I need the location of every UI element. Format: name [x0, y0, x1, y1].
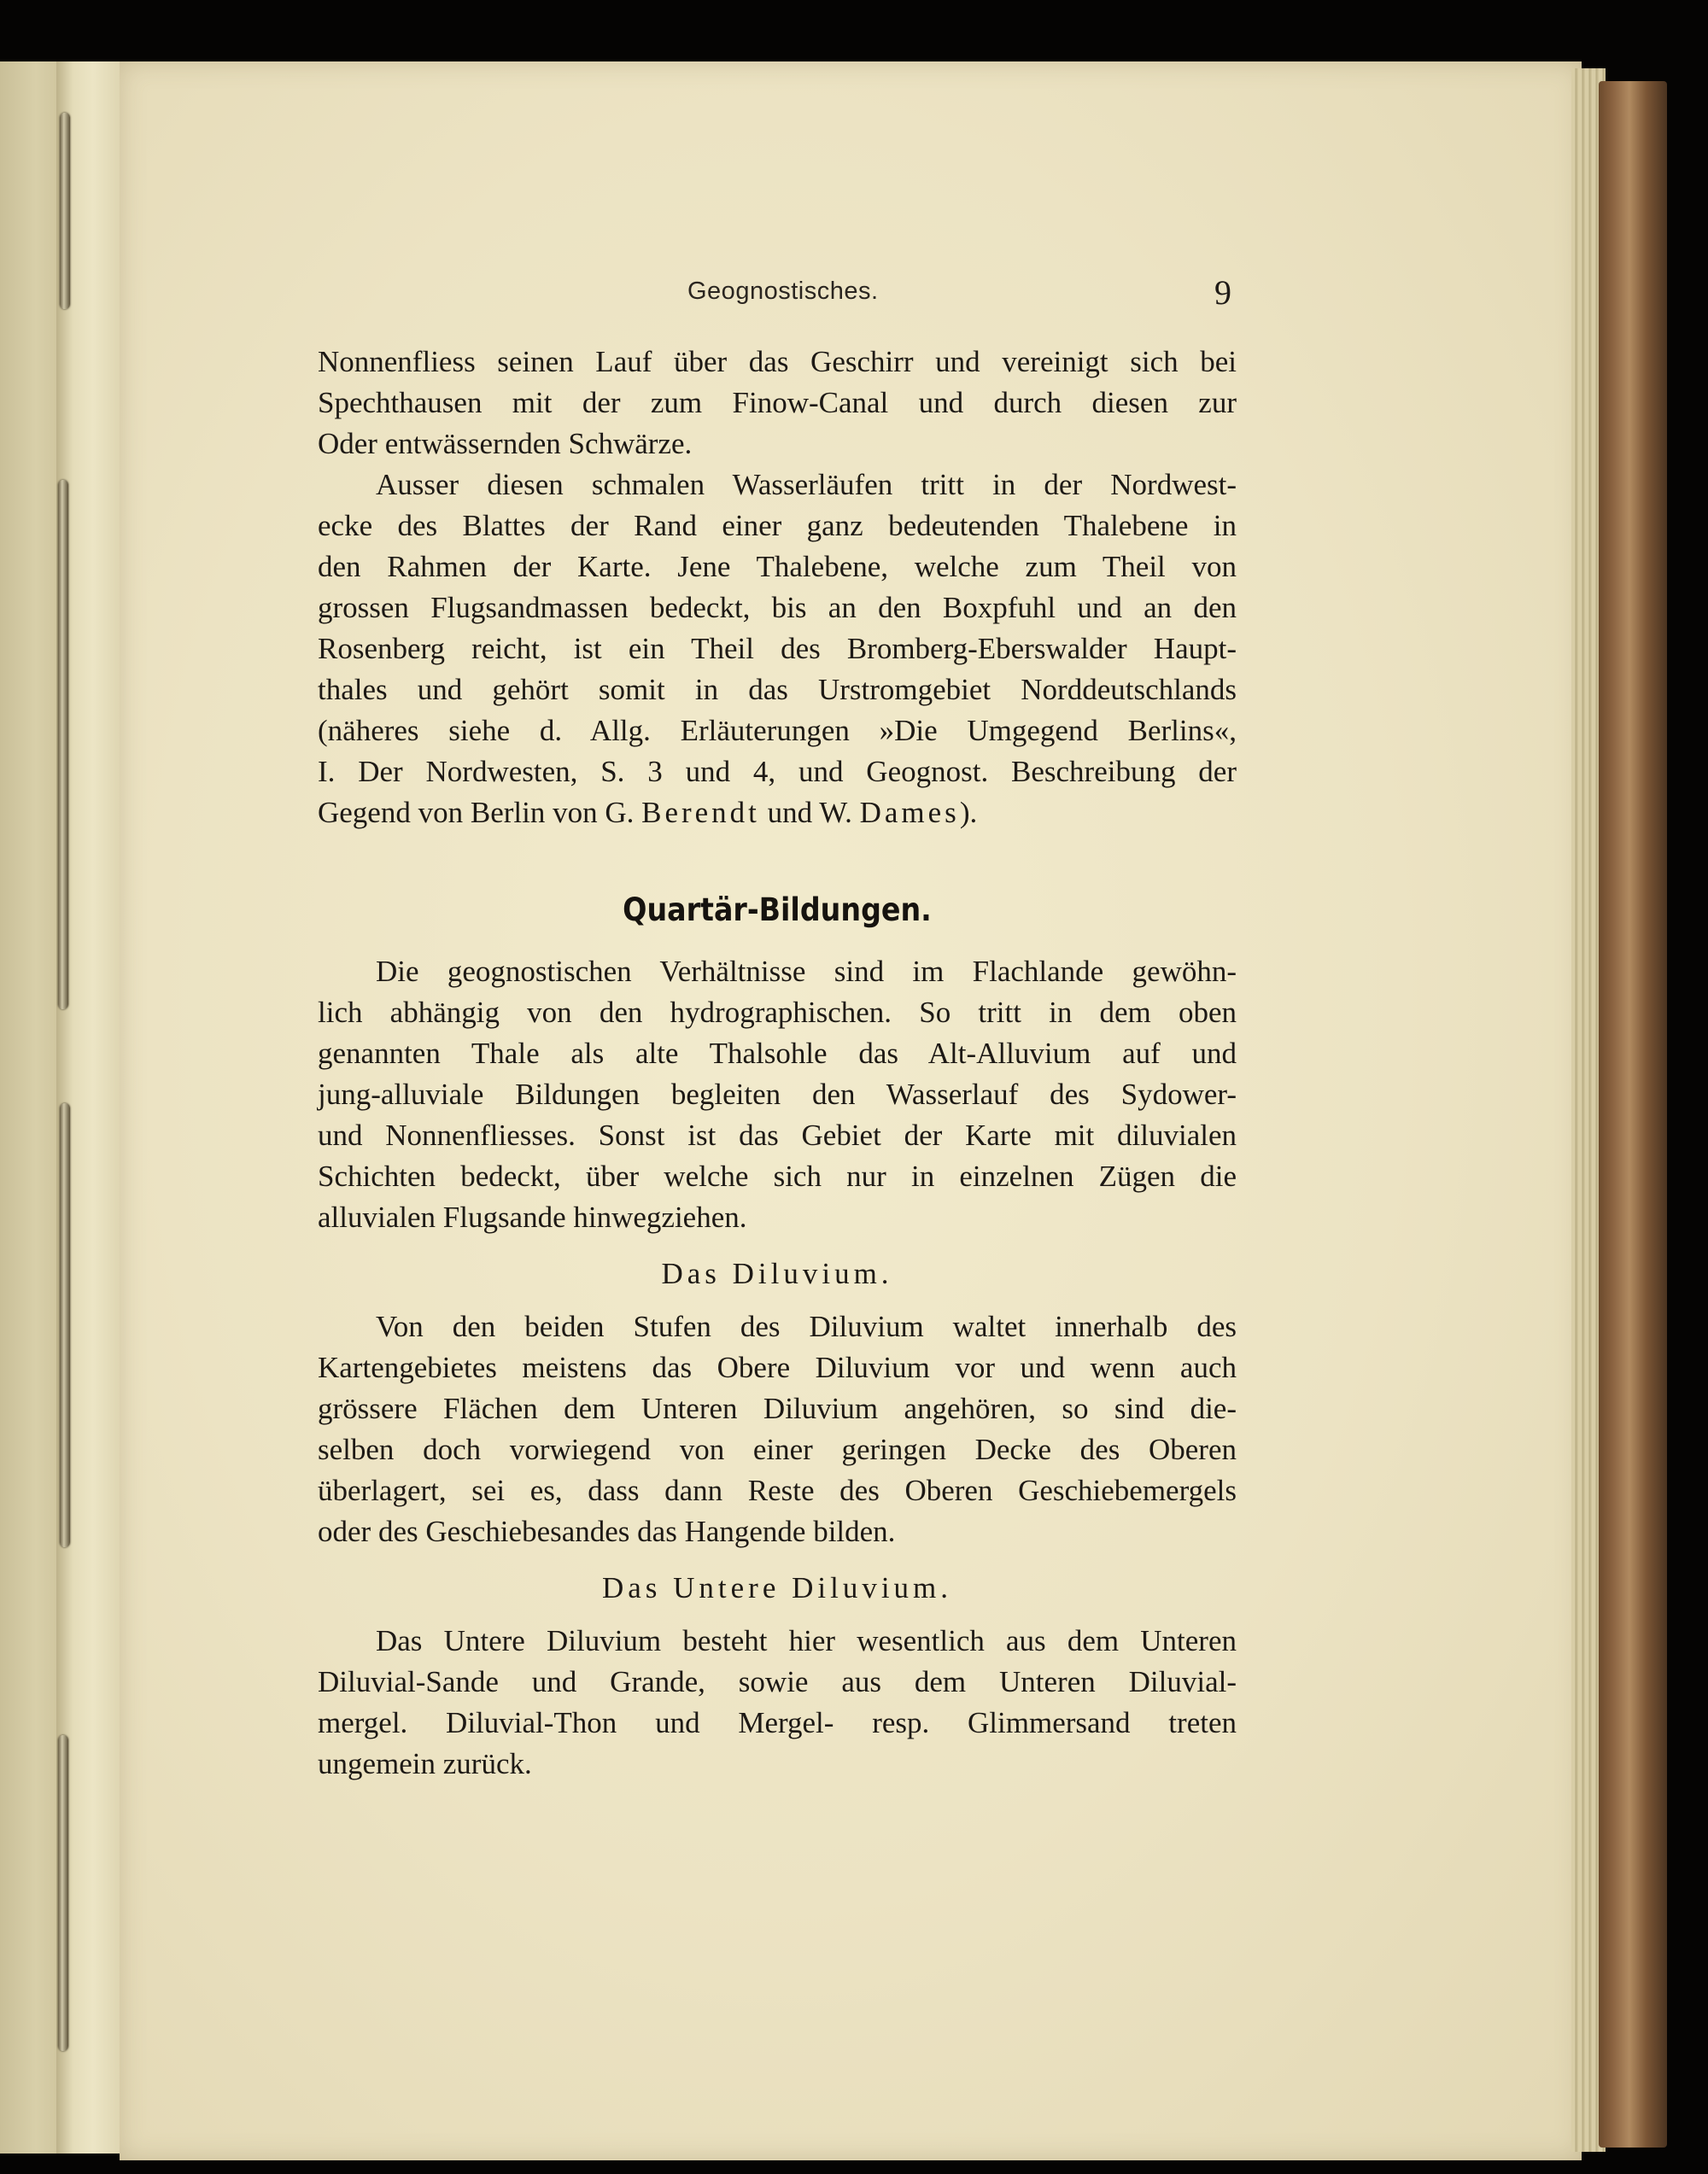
text-line: lich abhängig von den hydrographischen. So tritt in dem oben: [318, 996, 1237, 1029]
text-line: Von den beiden Stufen des Diluvium waltet innerhalb des: [376, 1310, 1237, 1343]
subheading-untere-diluvium: Das Untere Diluvium.: [601, 1571, 953, 1604]
binding-gutter: [56, 61, 125, 2154]
section-heading: Quartär-Bildungen.: [623, 891, 932, 928]
text-line: Oder entwässernden Schwärze.: [318, 427, 693, 460]
text-line: Ausser diesen schmalen Wasserläufen tritt in der Nordwest-: [376, 468, 1237, 501]
text-line: ungemein zurück.: [318, 1747, 532, 1780]
text-line: I. Der Nordwesten, S. 3 und 4, und Geognost. Beschreibung der: [318, 755, 1237, 788]
facing-page-edge: [0, 61, 60, 2154]
text-line: jung-alluviale Bildungen begleiten den Wasserlauf des Sydower-: [318, 1078, 1237, 1111]
text-line: (näheres siehe d. Allg. Erläuterungen »Die Umgegend Berlins«,: [318, 714, 1237, 747]
page-number: 9: [1214, 273, 1231, 312]
text-line: Das Untere Diluvium besteht hier wesentlich aus dem Unteren: [376, 1624, 1237, 1657]
text-fragment: Gegend von Berlin von G.: [318, 796, 642, 829]
text-line: Schichten bedeckt, über welche sich nur in einzelnen Zügen die: [318, 1160, 1237, 1193]
author-name: Berendt: [641, 796, 760, 829]
text-line: Diluvial-Sande und Grande, sowie aus dem Unteren Diluvial-: [318, 1665, 1237, 1698]
text-line: selben doch vorwiegend von einer geringen Decke des Oberen: [318, 1433, 1237, 1466]
binding-thread: [58, 1735, 68, 2051]
text-line: [318, 792, 1237, 833]
author-name: Dames: [859, 796, 960, 829]
binding-thread: [60, 1103, 70, 1547]
cover-board: [1599, 81, 1667, 2148]
text-line: mergel. Diluvial-Thon und Mergel- resp. Glimmersand treten: [318, 1706, 1237, 1739]
text-line: ecke des Blattes der Rand einer ganz bedeutenden Thalebene in: [318, 509, 1237, 542]
binding-thread: [58, 480, 68, 1009]
text-line: den Rahmen der Karte. Jene Thalebene, welche zum Theil von: [318, 550, 1237, 583]
text-line: oder des Geschiebesandes das Hangende bilden.: [318, 1515, 896, 1548]
page-body: [318, 342, 1237, 1785]
text-line: und Nonnenfliesses. Sonst ist das Gebiet der Karte mit diluvialen: [318, 1119, 1237, 1152]
running-head: [0, 273, 1708, 320]
text-line: alluvialen Flugsande hinwegziehen.: [318, 1201, 747, 1234]
text-line: Rosenberg reicht, ist ein Theil des Bromberg-Eberswalder Haupt-: [318, 632, 1237, 665]
text-fragment: und W.: [759, 796, 860, 829]
text-line: Nonnenfliess seinen Lauf über das Geschirr und vereinigt sich bei: [318, 345, 1237, 378]
text-line: grossen Flugsandmassen bedeckt, bis an den Boxpfuhl und an den: [318, 591, 1237, 624]
text-line: Die geognostischen Verhältnisse sind im Flachlande gewöhn-: [376, 955, 1237, 988]
subheading-diluvium: Das Diluvium.: [661, 1257, 893, 1290]
text-line: Spechthausen mit der zum Finow-Canal und durch diesen zur: [318, 386, 1237, 419]
running-title: Geognostisches.: [687, 278, 879, 305]
text-line: Kartengebietes meistens das Obere Diluvium vor und wenn auch: [318, 1351, 1237, 1384]
text-line: thales und gehört somit in das Urstromgebiet Norddeutschlands: [318, 673, 1237, 706]
text-line: überlagert, sei es, dass dann Reste des Oberen Geschiebemergels: [318, 1474, 1237, 1507]
text-line: grössere Flächen dem Unteren Diluvium angehören, so sind die-: [318, 1392, 1237, 1425]
text-fragment: ).: [959, 796, 978, 829]
text-line: genannten Thale als alte Thalsohle das Alt-Alluvium auf und: [318, 1037, 1237, 1070]
